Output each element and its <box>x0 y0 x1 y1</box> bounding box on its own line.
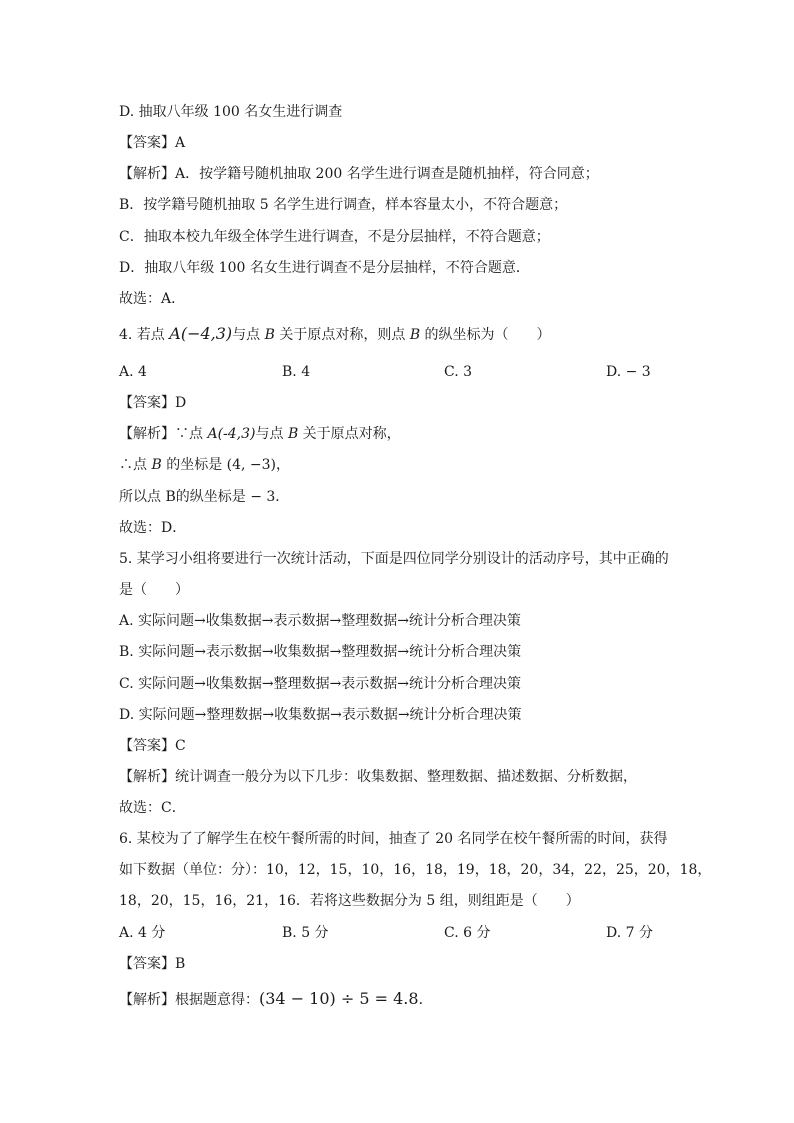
q6-answer: 【答案】B <box>119 956 186 972</box>
q5-option-b: B. 实际问题→表示数据→收集数据→整理数据→统计分析合理决策 <box>119 644 522 660</box>
q4-stem-suffix: 的纵坐标为（ ） <box>420 327 551 343</box>
q3-analysis-c: C．抽取本校九年级全体学生进行调查，不是分层抽样，不符合题意； <box>119 229 550 245</box>
q4-analysis-1-mid: 与点 <box>255 426 288 442</box>
q4-point-a: A(−4,3) <box>169 324 233 343</box>
q4-analysis-3: 所以点 B的纵坐标是 − 3． <box>119 489 290 505</box>
q4-analysis-2-prefix: ∴点 <box>119 457 152 473</box>
q4-analysis-2-b: B <box>151 457 162 473</box>
q4-stem-mid2: 关于原点对称，则点 <box>274 327 410 343</box>
q5-conclusion: 故选：C． <box>119 800 186 816</box>
q3-analysis-a: 【解析】A．按学籍号随机抽取 200 名学生进行调查是随机抽样，符合同意； <box>119 166 599 182</box>
q4-point-b: B <box>264 327 275 343</box>
q5-stem-2: 是（ ） <box>119 582 189 598</box>
q4-stem-mid: 与点 <box>232 327 265 343</box>
q6-option-d: D. 7 分 <box>606 925 653 941</box>
q4-stem-prefix: 4. 若点 <box>119 327 170 343</box>
q5-analysis: 【解析】统计调查一般分为以下几步：收集数据、整理数据、描述数据、分析数据， <box>119 769 637 785</box>
q5-option-a: A. 实际问题→收集数据→表示数据→整理数据→统计分析合理决策 <box>119 613 521 629</box>
q5-option-c: C. 实际问题→收集数据→整理数据→表示数据→统计分析合理决策 <box>119 676 522 692</box>
q3-option-d: D. 抽取八年级 100 名女生进行调查 <box>119 104 343 120</box>
q4-conclusion: 故选：D． <box>119 520 187 536</box>
q3-answer: 【答案】A <box>119 135 186 151</box>
q5-stem-1: 5. 某学习小组将要进行一次统计活动，下面是四位同学分别设计的活动序号，其中正确的 <box>119 551 669 567</box>
q4-analysis-1-suffix: 关于原点对称， <box>298 426 401 442</box>
q3-analysis-b: B．按学籍号随机抽取 5 名学生进行调查，样本容量太小，不符合题意； <box>119 197 568 213</box>
q6-analysis-prefix: 【解析】根据题意得： <box>119 992 259 1008</box>
q4-option-b: B. 4 <box>282 364 311 380</box>
q4-option-c: C. 3 <box>444 364 473 380</box>
q4-analysis-2 <box>119 455 290 475</box>
q4-analysis-2-suffix: 的坐标是 (4, −3)， <box>161 457 291 473</box>
q6-analysis-suffix: ． <box>418 992 433 1008</box>
q6-option-c: C. 6 分 <box>444 925 491 941</box>
q4-answer: 【答案】D <box>119 395 187 411</box>
q6-stem-3: 18，20，15，16，21，16．若将这些数据分为 5 组，则组距是（ ） <box>119 893 580 909</box>
q5-answer: 【答案】C <box>119 738 186 754</box>
q6-analysis <box>119 989 433 1010</box>
q6-stem-2: 如下数据（单位：分）：10，12，15，10，16，18，19，18，20，34，22，25，20，18， <box>119 862 712 878</box>
q6-stem-1: 6. 某校为了了解学生在校午餐所需的时间，抽查了 20 名同学在校午餐所需的时间，获得 <box>119 831 668 847</box>
q4-analysis-1-point: A(-4,3) <box>207 426 256 442</box>
q5-option-d: D. 实际问题→整理数据→收集数据→表示数据→统计分析合理决策 <box>119 707 522 723</box>
q6-option-a: A. 4 分 <box>119 925 166 941</box>
q4-analysis-1-prefix: 【解析】∵点 <box>119 426 208 442</box>
q4-option-a: A. 4 <box>119 364 147 380</box>
q4-stem <box>119 324 551 345</box>
q6-analysis-formula: (34 − 10) ÷ 5 = 4.8 <box>259 989 419 1008</box>
q3-conclusion: 故选：A． <box>119 291 186 307</box>
q4-analysis-1 <box>119 424 401 444</box>
q4-point-b2: B <box>409 327 421 343</box>
q4-option-d: D. − 3 <box>606 364 651 380</box>
q4-analysis-1-b: B <box>287 426 299 442</box>
q6-option-b: B. 5 分 <box>282 925 329 941</box>
q3-analysis-d: D．抽取八年级 100 名女生进行调查不是分层抽样，不符合题意． <box>119 260 530 276</box>
